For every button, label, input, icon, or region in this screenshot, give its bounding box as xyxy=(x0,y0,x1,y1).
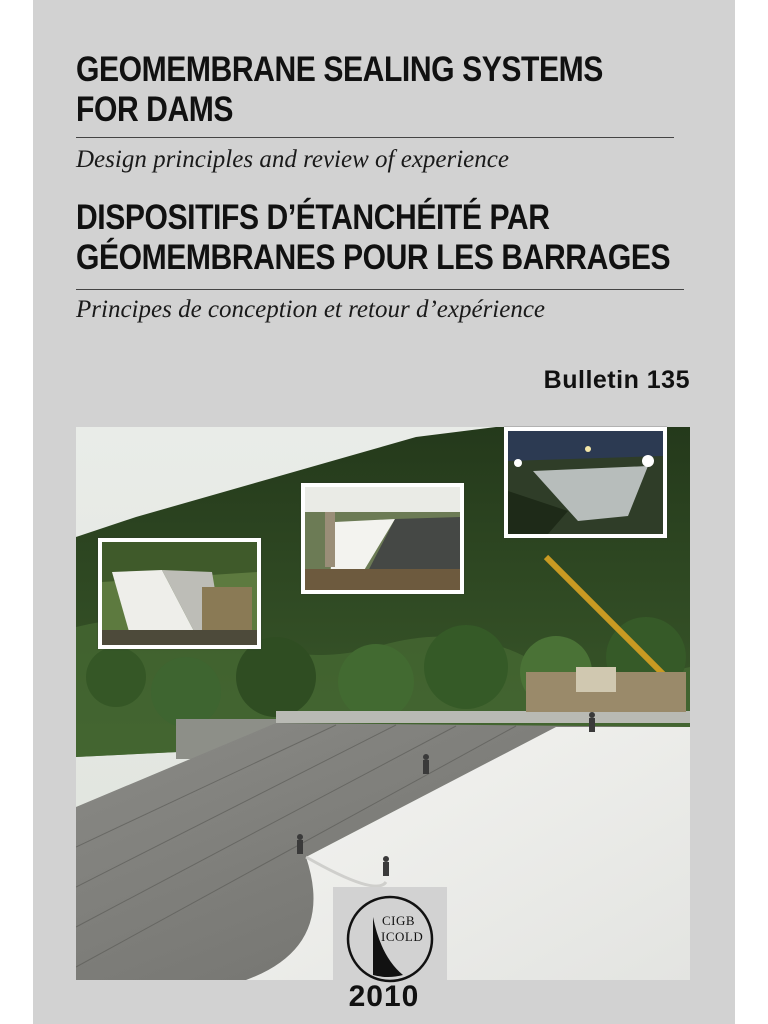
inset-photo-dam-at-night xyxy=(504,427,667,538)
title-divider-french xyxy=(76,289,684,290)
bulletin-number: Bulletin 135 xyxy=(543,366,690,394)
logo-text-icold: ICOLD xyxy=(381,929,424,944)
inset-photo-dam-construction xyxy=(98,538,261,649)
french-title xyxy=(76,198,670,278)
cigb-icold-logo xyxy=(333,887,447,986)
publication-year: 2010 xyxy=(348,980,420,1013)
french-subtitle: Principes de conception et retour d’expérience xyxy=(76,296,546,323)
logo-text-cigb: CIGB xyxy=(382,913,416,928)
french-title-line-1: DISPOSITIFS D’ÉTANCHÉITÉ PAR xyxy=(76,198,550,237)
book-cover xyxy=(33,0,735,1024)
english-title xyxy=(76,50,603,130)
inset-photo-dam-sealing xyxy=(301,483,464,594)
english-title-line-1: GEOMEMBRANE SEALING SYSTEMS xyxy=(76,50,603,89)
french-title-line-2: GÉOMEMBRANES POUR LES BARRAGES xyxy=(76,238,671,277)
english-subtitle: Design principles and review of experience xyxy=(76,146,509,173)
title-divider-english xyxy=(76,137,674,138)
english-title-line-2: FOR DAMS xyxy=(76,90,234,129)
